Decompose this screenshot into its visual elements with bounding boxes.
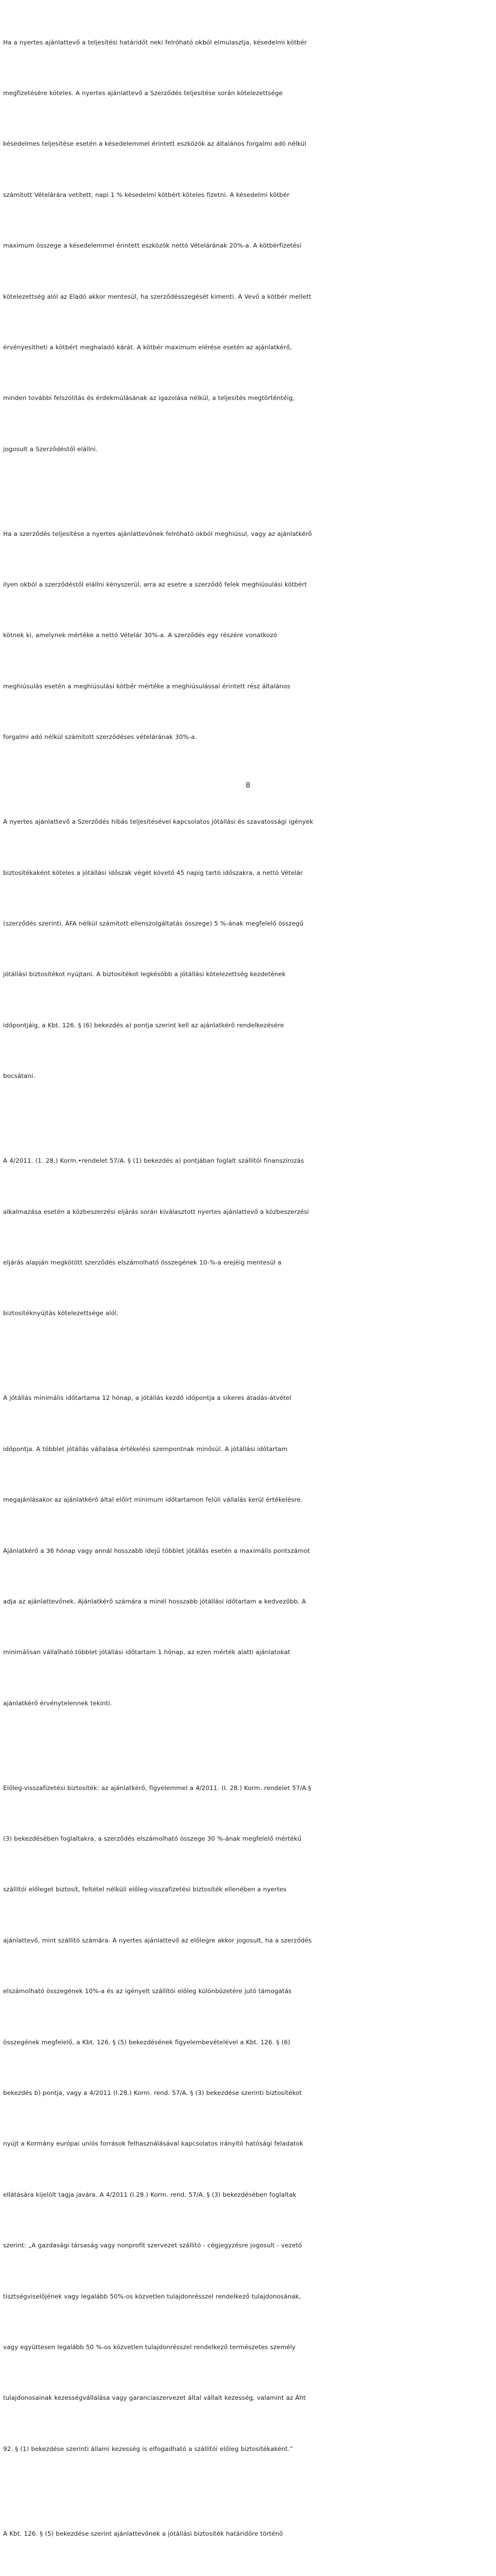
- text-line: meghiúsulás esetén a meghiúsulási kötbér mértéke a meghiúsulással érintett rész általános: [3, 682, 290, 690]
- text-line: A nyertes ajánlattevő a Szerződés hibás teljesítésével kapcsolatos jótállási és szavatossági igények: [3, 818, 314, 826]
- text-line: Ha a nyertes ajánlattevő a teljesítési határidőt neki felróható okból elmulasztja, késedelmi kötbér: [3, 38, 307, 46]
- text-line: elszámolható összegének 10%-a és az igényelt szállítói előleg különbözetére jutó támogatás: [3, 1987, 292, 1995]
- paragraph-supplier-financing: [3, 1119, 495, 1356]
- text-line: jótállási biztosítékot nyújtani. A biztosítékot legkésőbb a jótállási kötelezettség kezdetének: [3, 970, 286, 978]
- paragraph-late-performance-penalty: [3, 0, 495, 491]
- text-line: időpontjáig, a Kbt. 126. § (6) bekezdés a) pontja szerint kell az ajánlatkérő rendelkezésére: [3, 1021, 284, 1029]
- text-line: bocsátani.: [3, 1072, 35, 1080]
- text-line: időpontja. A többlet jótállás vállalása értékelési szempontnak minősül. A jótállási időtartam: [3, 1445, 288, 1453]
- text-line: adja az ajánlattevőnek. Ajánlatkérő számára a minél hosszabb jótállási időtartam a kedvezőbb. A: [3, 1597, 306, 1605]
- text-line: ajánlatkérő érvénytelennek tekinti.: [3, 1699, 112, 1707]
- text-line: szerint: „A gazdasági társaság vagy nonprofit szervezet szállító - cégjegyzésre jogosult - vezető: [3, 2242, 302, 2249]
- text-line: összegének megfelelő, a Kbt. 126. § (5) bekezdésének figyelembevételével a Kbt. 126. § (6): [3, 2038, 290, 2046]
- text-line: szállítói előleget biztosít, feltétel nélküli előleg-visszafizetési biztosíték ellenében a nyertes: [3, 1886, 287, 1893]
- text-line: késedelmes teljesítése esetén a késedelemmel érintett eszközök az általános forgalmi adó nélkül: [3, 140, 306, 148]
- text-line: Előleg-visszafizetési biztosíték: az ajánlatkérő, figyelemmel a 4/2011. (I. 28.) Korm. rendelet 57/A.§: [3, 1784, 312, 1792]
- text-line: minimálisan vállalható többlet jótállási időtartam 1 hónap, az ezen mérték alatti ajánlatokat: [3, 1648, 290, 1656]
- text-line: megajánlásakor az ajánlatkérő által előírt minimum időtartamon felüli vállalás kerül értékelésre.: [3, 1496, 303, 1504]
- text-line: Ha a szerződés teljesítése a nyertes ajánlattevőnek felróható okból meghiúsul, vagy az ajánlatkérő: [3, 530, 312, 537]
- text-line: nyújt a Kormány európai uniós források felhasználásával kapcsolatos irányító hatósági feladatok: [3, 2140, 303, 2148]
- text-line: (3) bekezdésében foglaltakra, a szerződés elszámolható összege 30 %-ának megfelelő mértékű: [3, 1835, 302, 1843]
- text-line: kötnek ki, amelynek mértéke a nettó Vételár 30%-a. A szerződés egy részére vonatkozó: [3, 631, 277, 639]
- text-line: (szerződés szerinti, ÁFA nélkül számított ellenszolgáltatás összege) 5 %-ának megfelelő összegű: [3, 920, 304, 928]
- text-line: Ajánlatkérő a 36 hónap vagy annál hosszabb idejű többlet jótállás esetén a maximális pontszámot: [3, 1547, 310, 1554]
- text-line: tulajdonosainak kezességvállalása vagy garanciaszervezet által vállalt kezesség, valamint az Áht: [3, 2394, 306, 2402]
- text-line: tisztségviselőjének vagy legalább 50%-os közvetlen tulajdonrésszel rendelkező tulajdonosának,: [3, 2292, 301, 2300]
- text-line: kötelezettség alól az Eladó akkor mentesül, ha szerződésszegését kimenti. A Vevő a kötbér mellett: [3, 292, 312, 300]
- text-line: biztosítékaként köteles a jótállási időszak végét követő 45 napig tartó időszakra, a nettó Vételár: [3, 869, 303, 876]
- text-line: A Kbt. 126. § (5) bekezdése szerint ajánlattevőnek a jótállási biztosíték határidőre történő: [3, 2529, 283, 2537]
- text-line: ajánlattevő, mint szállító számára. A nyertes ajánlattevő az előlegre akkor jogosult, ha a szerződés: [3, 1936, 312, 1944]
- paragraph-advance-repayment-security: [3, 1746, 495, 2491]
- text-line: bekezdés b) pontja, vagy a 4/2011 (I.28.) Korm. rend. 57/A. § (3) bekezdése szerinti biztosítékot: [3, 2089, 302, 2097]
- text-line: jogosult a Szerződéstől elállni.: [3, 445, 98, 453]
- text-line: A jótállás minimális időtartama 12 hónap, a jótállás kezdő időpontja a sikeres átadás-átvétel: [3, 1394, 291, 1402]
- page-number: 8: [245, 781, 251, 790]
- text-line: vagy együttesen legalább 50 %-os közvetlen tulajdonrésszel rendelkező természetes személy: [3, 2343, 296, 2351]
- text-line: érvényesítheti a kötbért meghaladó kárát. A kötbér maximum elérése esetén az ajánlatkérő,: [3, 343, 292, 351]
- paragraph-kbt-126: [3, 2491, 495, 2576]
- text-line: biztosítéknyújtás kötelezettsége alól.: [3, 1309, 119, 1317]
- document-page: [3, 0, 495, 2576]
- text-line: maximum összege a késedelemmel érintett eszközök nettó Vételárának 20%-a. A kötbérfizetési: [3, 242, 302, 250]
- text-line: ellátására kijelölt tagja javára. A 4/2011 (I.28.) Korm. rend. 57/A. § (3) bekezdésében foglaltak: [3, 2191, 297, 2198]
- paragraph-warranty-duration: [3, 1356, 495, 1746]
- paragraph-warranty-security: [3, 780, 495, 1119]
- text-line: ilyen okból a szerződéstől elállni kényszerül, arra az esetre a szerződő felek meghiúsulási kötbért: [3, 581, 307, 589]
- text-line: forgalmi adó nélkül számított szerződéses vételárának 30%-a.: [3, 733, 197, 741]
- text-line: számított Vételárára vetített, napi 1 % késedelmi kötbért köteles fizetni. A késedelmi kötbér: [3, 191, 290, 198]
- text-line: 92. § (1) bekezdése szerinti állami kezesség is elfogadható a szállítói előleg biztosítékaként.”: [3, 2445, 293, 2452]
- text-line: A 4/2011. (1. 28.) Korm.•rendelet 57/A. § (1) bekezdés a) pontjában foglalt szállítói finanszírozás: [3, 1157, 304, 1165]
- text-line: minden további felszólítás és érdekmúlásának az igazolása nélkül, a teljesítés megtörténtéig,: [3, 394, 295, 402]
- text-line: eljárás alapján megkötött szerződés elszámolható összegének 10-%-a erejéig mentesül a: [3, 1258, 282, 1266]
- paragraph-failure-penalty: [3, 491, 495, 780]
- text-line: megfizetésére köteles. A nyertes ajánlattevő a Szerződés teljesítése során kötelezettsége: [3, 89, 283, 97]
- text-line: alkalmazása esetén a közbeszerzési eljárás során kiválasztott nyertes ajánlattevő a közbeszerzési: [3, 1208, 309, 1215]
